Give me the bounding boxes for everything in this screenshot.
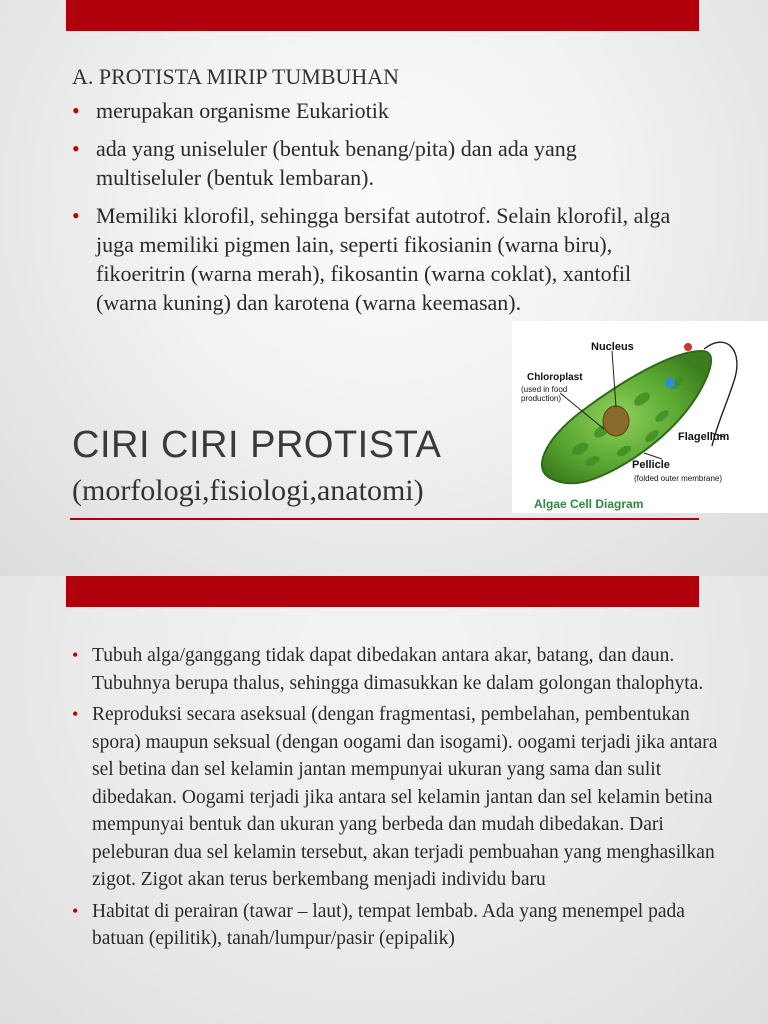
pellicle-label: Pellicle xyxy=(632,459,670,471)
slide-title: CIRI CIRI PROTISTA xyxy=(72,424,442,466)
chloroplast-label: Chloroplast xyxy=(527,372,583,383)
diagram-caption: Algae Cell Diagram xyxy=(534,497,644,511)
list-item: • Memiliki klorofil, sehingga bersifat autotrof. Selain klorofil, alga juga memiliki pigmen lain, seperti fikosianin (warna biru), fikoeritrin (warna merah), fikosantin (warna coklat), xantofil (warna kuning) dan karotena (warna keemasan). xyxy=(72,201,682,317)
cell-illustration xyxy=(512,321,768,513)
bullet-list xyxy=(72,96,682,326)
slide-subheading: A. PROTISTA MIRIP TUMBUHAN xyxy=(72,64,400,89)
slide-protista-characteristics xyxy=(0,576,768,1024)
slide-header-bar xyxy=(66,576,699,607)
list-item: • Tubuh alga/ganggang tidak dapat dibedakan antara akar, batang, dan daun. Tubuhnya berupa thalus, sehingga dimasukkan ke dalam golongan thalophyta. xyxy=(72,642,722,697)
bullet-list xyxy=(72,642,722,957)
list-item: • Habitat di perairan (tawar – laut), tempat lembab. Ada yang menempel pada batuan (epilitik), tanah/lumpur/pasir (epipalik) xyxy=(72,898,722,953)
algae-cell-diagram xyxy=(512,321,768,513)
pellicle-note: (folded outer membrane) xyxy=(634,474,723,483)
eyespot-icon xyxy=(684,343,692,351)
chloroplast-note: (used in food production) xyxy=(521,385,568,403)
list-item: • ada yang uniseluler (bentuk benang/pita) dan ada yang multiseluler (bentuk lembaran). xyxy=(72,134,682,192)
nucleus-icon xyxy=(603,406,629,436)
flagellum-label: Flagellum xyxy=(678,431,730,443)
nucleus-label: Nucleus xyxy=(591,341,634,353)
list-item: • merupakan organisme Eukariotik xyxy=(72,96,682,125)
slide-header-bar xyxy=(66,0,699,31)
slide-subtitle: (morfologi,fisiologi,anatomi) xyxy=(72,474,424,507)
list-item: • Reproduksi secara aseksual (dengan fragmentasi, pembelahan, pembentukan spora) maupun seksual (dengan oogami dan isogami). oogami terjadi jika antara sel betina dan sel kelamin jantan mempunyai ukuran yang sama dan sulit dibedakan. Oogami terjadi jika antara sel kelamin jantan dan sel kelamin betina mempunyai bentuk dan ukuran yang berbeda dan mudah dibedakan. Dari peleburan dua sel kelamin tersebut, akan terjadi pembuahan yang menghasilkan zigot. Zigot akan terus berkembang menjadi individu baru xyxy=(72,701,722,894)
vacuole-icon xyxy=(665,378,675,388)
title-underline xyxy=(70,518,699,520)
